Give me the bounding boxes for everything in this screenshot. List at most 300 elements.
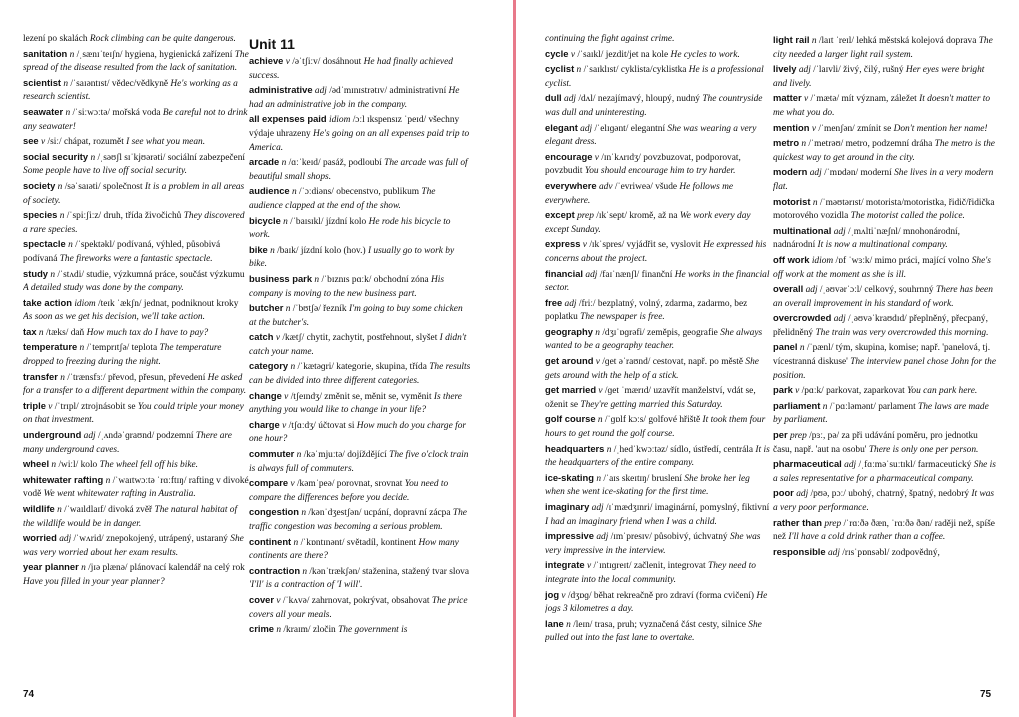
dictionary-entry xyxy=(249,535,471,564)
entry-example: You could triple your money on that investment. xyxy=(23,401,244,426)
dictionary-entry xyxy=(23,531,249,560)
entry-example: The motorist called the police. xyxy=(850,211,965,222)
entry-headword: off work xyxy=(773,253,810,265)
entry-headword: scientist xyxy=(23,76,62,88)
entry-pronunciation: /kætʃ/ xyxy=(282,333,305,344)
entry-pronunciation: /ɔːl ɪkspensɪz ˈpeɪd/ xyxy=(352,115,427,126)
entry-part-of-speech: adv xyxy=(598,181,613,192)
dictionary-entry xyxy=(249,476,471,505)
entry-translation: zahrnovat, pokrývat, obsahovat xyxy=(311,595,430,606)
entry-example: He follows me everywhere. xyxy=(545,181,734,206)
entry-pronunciation: /ˈbɪznɪs pɑːk/ xyxy=(321,274,372,285)
entry-headword: headquarters xyxy=(545,442,605,454)
entry-translation: ztrojnásobit se xyxy=(81,401,136,412)
entry-headword: integrate xyxy=(545,559,585,571)
entry-headword: transfer xyxy=(23,370,58,382)
entry-translation: obecenstvo, publikum xyxy=(336,187,420,198)
entry-part-of-speech: n xyxy=(69,49,75,60)
dictionary-entry xyxy=(249,301,471,330)
entry-headword: metro xyxy=(773,137,800,149)
entry-pronunciation: /ɒf ˈwɜːk/ xyxy=(835,255,873,266)
entry-example: The laws are made by parliament. xyxy=(773,401,989,426)
entry-pronunciation: /pʊə, pɔː/ xyxy=(810,489,846,500)
entry-example: He had finally achieved success. xyxy=(249,57,453,81)
entry-pronunciation: /tʃeɪndʒ/ xyxy=(290,391,322,402)
entry-part-of-speech: v xyxy=(795,386,800,397)
entry-example: He is a professional cyclist. xyxy=(545,65,764,89)
entry-pronunciation: /wiːl/ xyxy=(58,460,79,471)
dictionary-entry xyxy=(23,340,249,369)
entry-part-of-speech: v xyxy=(598,386,603,397)
entry-headword: parliament xyxy=(773,399,821,411)
entry-part-of-speech: v xyxy=(561,590,566,601)
entry-headword: ice-skating xyxy=(545,471,594,483)
entry-pronunciation: /ˈpænl/ xyxy=(806,343,834,354)
entry-example: He had an administrative job in the company. xyxy=(249,86,460,110)
entry-pronunciation: /ˌəʊvərˈɔːl/ xyxy=(819,285,863,296)
entry-headword: elegant xyxy=(545,121,578,133)
entry-example: It is now a multinational company. xyxy=(817,240,948,251)
entry-part-of-speech: n xyxy=(302,566,308,577)
dictionary-entry xyxy=(545,121,771,150)
entry-part-of-speech: n xyxy=(296,450,302,461)
entry-pronunciation: /ˈbaɪsɪkl/ xyxy=(290,216,324,227)
unit-heading: Unit 11 xyxy=(249,36,295,52)
entry-part-of-speech: prep xyxy=(789,431,807,442)
entry-example: Rock climbing can be quite dangerous. xyxy=(89,34,236,44)
entry-translation: teplota xyxy=(131,343,158,354)
entry-headword: imaginary xyxy=(545,501,590,512)
entry-pronunciation: /ˌsəʊʃl sɪˈkjʊərəti/ xyxy=(97,152,166,163)
entry-pronunciation: /ˌmʌltiˈnæʃnl/ xyxy=(848,226,901,237)
entry-example: He jogs 3 kilometres a day. xyxy=(545,590,768,615)
entry-pronunciation: /ˈmetrəʊ/ xyxy=(808,139,844,150)
entry-part-of-speech: n xyxy=(811,36,817,46)
entry-pronunciation: /ˌhedˈkwɔːtəz/ xyxy=(613,444,668,455)
entry-example: 'I'll' is a contraction of 'I will'. xyxy=(249,580,363,591)
entry-headword: study xyxy=(23,267,49,279)
entry-example: She always wanted to be a geography teacher. xyxy=(545,327,763,352)
entry-pronunciation: /ˌfɑːməˈsuːtɪkl/ xyxy=(858,460,916,471)
entry-part-of-speech: adj xyxy=(314,86,327,97)
entry-headword: bicycle xyxy=(249,214,281,226)
entry-example: The fireworks were a fantastic spectacle. xyxy=(59,253,213,264)
dictionary-entry xyxy=(545,237,771,266)
entry-example: They need to integrate into the local community. xyxy=(545,561,756,585)
entry-pronunciation: /jɪə plænə/ xyxy=(88,563,128,574)
entry-example: The results can be divided into three different categories. xyxy=(249,362,471,387)
entry-pronunciation: /ɪkˈsept/ xyxy=(596,211,627,222)
entry-part-of-speech: adj xyxy=(827,547,840,558)
entry-pronunciation: /ˈsaɪəntɪst/ xyxy=(70,78,110,89)
entry-headword: matter xyxy=(773,92,802,104)
entry-headword: poor xyxy=(773,487,794,499)
dictionary-entry xyxy=(249,54,471,83)
dictionary-entry xyxy=(23,457,249,473)
entry-headword: park xyxy=(773,384,793,396)
entry-headword: business park xyxy=(249,272,313,284)
entry-pronunciation: /ˈsaɪklɪst/ xyxy=(583,65,619,76)
entry-example: The temperature dropped to freezing during the night. xyxy=(23,343,222,368)
dictionary-entry xyxy=(773,33,999,62)
dictionary-entry xyxy=(773,165,999,194)
entry-translation: jízdní kolo (hov.) xyxy=(300,245,366,256)
dictionary-entry xyxy=(773,224,999,253)
entry-translation: zmínit se xyxy=(857,123,892,134)
entry-example: She was wearing a very elegant dress. xyxy=(545,123,757,148)
dictionary-entry xyxy=(545,383,771,412)
entry-headword: change xyxy=(249,389,282,401)
dictionary-entry xyxy=(23,134,249,150)
entry-headword: seawater xyxy=(23,105,64,117)
entry-part-of-speech: v xyxy=(594,152,599,163)
entry-headword: express xyxy=(545,238,581,250)
entry-part-of-speech: n xyxy=(65,107,71,118)
entry-headword: financial xyxy=(545,267,584,279)
entry-pronunciation: /ˈwʌrid/ xyxy=(73,534,104,545)
entry-translation: finanční xyxy=(641,269,673,280)
dictionary-entry xyxy=(23,428,249,457)
entry-headword: free xyxy=(545,296,563,308)
entry-headword: motorist xyxy=(773,195,811,207)
entry-example: His company is moving to the new business part. xyxy=(249,274,445,299)
entry-headword: get around xyxy=(545,355,594,367)
entry-part-of-speech: adj xyxy=(833,314,846,325)
entry-headword: arcade xyxy=(249,156,280,168)
entry-example: Is there anything you would like to change in your life? xyxy=(249,391,462,416)
dictionary-entry xyxy=(23,267,249,296)
entry-pronunciation: /friː/ xyxy=(578,298,596,309)
entry-pronunciation: /faɪˈnænʃl/ xyxy=(599,269,640,280)
dictionary-entry xyxy=(23,179,249,208)
entry-pronunciation: /ədˈmɪnɪstrətɪv/ xyxy=(329,86,388,97)
entry-headword: triple xyxy=(23,399,46,411)
entry-translation: tým, skupina, komise; např. 'panelová, tj. vícestranná diskuse' xyxy=(773,343,991,368)
entry-headword: overall xyxy=(773,283,804,295)
entry-example: There is only one per person. xyxy=(868,444,979,455)
entry-part-of-speech: n xyxy=(596,473,602,484)
entry-example: Don't mention her name! xyxy=(893,123,988,134)
entry-pronunciation: /səˈsaɪəti/ xyxy=(64,181,101,192)
entry-part-of-speech: adj xyxy=(580,123,593,134)
entry-pronunciation: /ˈevriweə/ xyxy=(614,181,653,192)
entry-pronunciation: /ˈspektəkl/ xyxy=(75,240,115,251)
entry-part-of-speech: v xyxy=(282,420,287,431)
entry-example: It took them four hours to get round the golf course. xyxy=(545,415,766,440)
entry-example: The countryside was dull and uninteresting. xyxy=(545,94,763,118)
entry-translation: zločin xyxy=(312,625,336,636)
entry-example: How many continents are there? xyxy=(249,537,459,562)
entry-headword: per xyxy=(773,429,788,441)
entry-example: She broke her leg when she went ice-skating for the first time. xyxy=(545,473,750,498)
entry-translation: cestovat, např. po městě xyxy=(652,357,744,368)
dictionary-entry xyxy=(545,91,771,120)
entry-translation: cyklista/cyklistka xyxy=(620,65,687,76)
entry-translation: chápat, rozumět xyxy=(63,137,124,148)
entry-example: They discovered a rare species. xyxy=(23,211,245,235)
entry-pronunciation: /ˈwaɪtwɔːtə ˈrɑːftɪŋ/ xyxy=(112,475,187,486)
entry-pronunciation: /ˌsænɪˈteɪʃn/ xyxy=(76,49,123,60)
entry-headword: social security xyxy=(23,150,89,162)
dictionary-entry xyxy=(773,282,999,311)
entry-headword: underground xyxy=(23,429,82,441)
entry-part-of-speech: n xyxy=(285,304,291,315)
entry-example: She was very worried about her exam results. xyxy=(23,534,244,558)
entry-translation: světadíl, kontinent xyxy=(346,537,417,548)
entry-part-of-speech: v xyxy=(586,561,592,572)
entry-headword: mention xyxy=(773,121,810,133)
entry-part-of-speech: n xyxy=(566,619,571,630)
entry-headword: multinational xyxy=(773,224,832,236)
entry-part-of-speech: v xyxy=(570,49,575,60)
dictionary-entry xyxy=(249,112,471,155)
entry-pronunciation: /ˈaɪs skeɪtɪŋ/ xyxy=(603,473,650,484)
entry-translation: mimo práci, mající volno xyxy=(874,255,970,266)
entry-part-of-speech: prep xyxy=(577,211,594,222)
entry-pronunciation: /ˈtemprɪtʃə/ xyxy=(86,343,130,354)
entry-translation: trasa, pruh; vyznačená část cesty, silnice xyxy=(594,619,746,630)
entry-translation: bruslení xyxy=(651,473,682,484)
entry-headword: geography xyxy=(545,325,593,337)
dictionary-entry xyxy=(249,505,471,534)
entry-translation: společnost xyxy=(102,181,143,192)
entry-headword: dull xyxy=(545,92,562,104)
dictionary-entry xyxy=(23,325,249,341)
entry-example: We work every day except Sunday. xyxy=(545,211,751,235)
entry-part-of-speech: v xyxy=(284,391,289,402)
entry-translation: běhat rekreačně pro zdraví (forma cvičení) xyxy=(593,590,754,601)
entry-headword: overcrowded xyxy=(773,312,832,324)
entry-translation: dojíždějící xyxy=(347,450,387,461)
entry-example: It is the headquarters of the entire company. xyxy=(545,444,770,469)
entry-example: He's working as a research scientist. xyxy=(23,78,238,103)
entry-pronunciation: /ˈməʊtərɪst/ xyxy=(819,197,864,208)
entry-headword: achieve xyxy=(249,55,284,66)
dictionary-entry xyxy=(773,516,999,545)
dictionary-entry xyxy=(23,105,249,134)
entry-translation: povzbuzovat, podporovat, povzbudit xyxy=(545,152,741,177)
entry-part-of-speech: n xyxy=(63,78,69,89)
entry-translation: raději než, spíše než xyxy=(773,518,995,543)
entry-example: The train was very overcrowded this morning. xyxy=(815,327,989,338)
entry-translation: přeplněný, přecpaný, přelidněný xyxy=(773,314,988,338)
entry-pronunciation: /ˈelɪɡənt/ xyxy=(594,123,629,134)
entry-part-of-speech: n xyxy=(57,505,62,515)
entry-translation: parlament xyxy=(878,401,916,412)
entry-headword: society xyxy=(23,179,56,191)
entry-translation: všude xyxy=(655,181,678,192)
entry-translation: účtovat si xyxy=(318,420,355,431)
entry-pronunciation: /ˈɪntɪɡreɪt/ xyxy=(593,561,632,572)
entry-headword: everywhere xyxy=(545,179,597,191)
entry-translation: daň xyxy=(70,327,85,338)
entry-part-of-speech: n xyxy=(293,537,299,548)
entry-example: There has been an overall improvement in his standard of work. xyxy=(773,285,993,309)
entry-example: The traffic congestion was becoming a serious problem. xyxy=(249,508,467,532)
entry-translation: dosáhnout xyxy=(322,57,362,67)
entry-part-of-speech: n xyxy=(79,343,85,354)
entry-part-of-speech: n xyxy=(60,372,65,383)
entry-example: She lives in a very modern flat. xyxy=(773,168,994,192)
entry-example: I usually go to work by bike. xyxy=(249,245,455,270)
entry-headword: modern xyxy=(773,166,808,178)
entry-pronunciation: /tæks/ xyxy=(45,327,69,338)
entry-headword: sanitation xyxy=(23,47,68,59)
entry-example: How much do you charge for one hour? xyxy=(249,420,467,445)
entry-translation: sídlo, ústředí, centrála xyxy=(670,444,754,455)
entry-headword: light rail xyxy=(773,34,810,45)
dictionary-entry xyxy=(545,558,771,587)
entry-headword: impressive xyxy=(545,530,594,542)
entry-example: The metro is the quickest way to get around in the city. xyxy=(773,139,995,163)
dictionary-entry xyxy=(23,47,249,76)
entry-headword: year planner xyxy=(23,561,79,573)
dictionary-entry xyxy=(249,330,471,359)
entry-pronunciation: /ˈsiːwɔːtə/ xyxy=(72,107,111,118)
entry-part-of-speech: adj xyxy=(596,532,609,543)
entry-headword: catch xyxy=(249,331,274,343)
entry-pronunciation: /ɪmˈpresɪv/ xyxy=(610,532,652,543)
entry-example: The city needed a larger light rail system. xyxy=(773,36,993,60)
dictionary-entry xyxy=(545,471,771,500)
entry-translation: zodpovědný, xyxy=(891,547,940,558)
dictionary-entry xyxy=(773,457,999,486)
entry-pronunciation: /dʌl/ xyxy=(578,94,596,105)
dictionary-entry xyxy=(773,91,999,120)
entry-part-of-speech: n xyxy=(81,563,86,574)
entry-part-of-speech: n xyxy=(283,216,288,227)
entry-example: You need to compare the differences before you decide. xyxy=(249,479,449,503)
dictionary-entry xyxy=(545,47,771,63)
entry-headword: wildlife xyxy=(23,503,55,514)
entry-pronunciation: /pɜː, pə/ xyxy=(809,431,840,442)
entry-translation: podívaná, výhled, působivá podívaná xyxy=(23,240,221,264)
column-2 xyxy=(249,33,471,683)
entry-translation: pasáž, podloubí xyxy=(322,158,382,169)
dictionary-entry xyxy=(773,486,999,515)
entry-example: The natural habitat of the wildlife would be in danger. xyxy=(23,505,238,529)
entry-part-of-speech: v xyxy=(804,94,809,105)
dictionary-entry xyxy=(545,325,771,354)
entry-translation: uzavřít manželství, vdát se, oženit se xyxy=(545,386,756,410)
entry-pronunciation: /teɪk ˈækʃn/ xyxy=(98,298,142,309)
entry-translation: vědec/vědkyně xyxy=(111,78,169,89)
entry-headword: all expenses paid xyxy=(249,113,327,125)
dictionary-entry xyxy=(773,253,999,282)
entry-translation: golfové hřiště xyxy=(648,415,701,426)
entry-part-of-speech: n xyxy=(50,269,56,280)
dictionary-entry xyxy=(545,354,771,383)
entry-pronunciation: /kraɪm/ xyxy=(283,625,311,636)
entry-translation: druh, třída živočichů xyxy=(103,211,182,222)
entry-headword: golf course xyxy=(545,413,596,425)
entry-part-of-speech: v xyxy=(41,137,46,148)
dictionary-entry xyxy=(23,399,249,428)
entry-pronunciation: /ˈlaɪvli/ xyxy=(813,65,841,76)
dictionary-entry xyxy=(773,311,999,340)
dictionary-entry xyxy=(23,502,249,531)
dictionary-entry xyxy=(249,83,471,112)
entry-part-of-speech: v xyxy=(595,357,600,368)
entry-part-of-speech: n xyxy=(290,362,296,373)
entry-example: He asked for a transfer to a different department within the company. xyxy=(23,372,247,397)
dictionary-entry xyxy=(545,150,771,179)
entry-translation: kategorie, skupina, třída xyxy=(336,362,427,373)
entry-pronunciation: /ɡet ˈmærɪd/ xyxy=(604,386,652,397)
entry-headword: rather than xyxy=(773,516,822,528)
dictionary-entry xyxy=(249,593,471,622)
entry-pronunciation: /ɑːˈkeɪd/ xyxy=(288,158,321,169)
dictionary-entry xyxy=(545,529,771,558)
entry-headword: category xyxy=(249,360,289,372)
entry-part-of-speech: v xyxy=(276,595,281,606)
entry-example: She's off work at the moment as she is ill. xyxy=(773,255,991,280)
entry-translation: podzemní xyxy=(156,431,194,442)
entry-translation: administrativní xyxy=(389,86,447,97)
entry-example: You should encourage him to try harder. xyxy=(584,166,736,177)
entry-headword: cover xyxy=(249,593,275,605)
entry-translation: zeměpis, geografie xyxy=(647,327,718,338)
entry-example: A detailed study was done by the company. xyxy=(23,283,184,294)
dictionary-entry xyxy=(249,564,471,593)
dictionary-entry xyxy=(545,179,771,208)
entry-translation: lezení po skalách xyxy=(23,34,88,44)
entry-part-of-speech: adj xyxy=(805,285,818,296)
entry-pronunciation: /ˈtrænsfɜː/ xyxy=(67,372,106,383)
entry-headword: bike xyxy=(249,243,268,255)
entry-pronunciation: /rɪsˈpɒnsəbl/ xyxy=(842,547,890,558)
entry-part-of-speech: n xyxy=(90,152,96,163)
entry-pronunciation: /ˈmætə/ xyxy=(810,94,840,105)
entry-headword: lane xyxy=(545,617,564,629)
entry-example: The arcade was full of beautiful small shops. xyxy=(249,158,468,182)
entry-part-of-speech: n xyxy=(597,415,603,426)
entry-example: They're getting married this Saturday. xyxy=(580,399,723,410)
entry-example: He expressed his concerns about the project. xyxy=(545,240,767,264)
entry-part-of-speech: idiom xyxy=(329,115,351,126)
dictionary-entry xyxy=(773,136,999,165)
entry-example: He rode his bicycle to work. xyxy=(249,216,451,241)
entry-pronunciation: /ˈmenʃən/ xyxy=(818,123,855,134)
entry-pronunciation: /ɪnˈkʌrɪdʒ/ xyxy=(601,152,641,163)
dictionary-entry xyxy=(249,418,471,447)
entry-headword: contraction xyxy=(249,564,301,576)
entry-translation: porovnat, srovnat xyxy=(336,479,403,490)
page-number-right: 75 xyxy=(980,689,992,700)
entry-headword: tax xyxy=(23,325,37,337)
column-3 xyxy=(545,33,771,683)
entry-part-of-speech: adj xyxy=(564,298,577,309)
entry-headword: commuter xyxy=(249,448,295,460)
dictionary-entry xyxy=(773,62,999,91)
entry-translation: lehká městská kolejová doprava xyxy=(856,36,977,46)
entry-part-of-speech: n xyxy=(57,181,63,192)
dictionary-entry xyxy=(249,243,471,272)
entry-pronunciation: /baɪk/ xyxy=(277,245,299,256)
entry-part-of-speech: n xyxy=(51,460,57,471)
dictionary-entry xyxy=(23,473,249,502)
entry-part-of-speech: v xyxy=(582,240,587,251)
entry-part-of-speech: n xyxy=(276,625,282,636)
dictionary-entry xyxy=(23,76,249,105)
entry-headword: jog xyxy=(545,588,560,600)
entry-translation: chytit, zachytit, postřehnout, slyšet xyxy=(306,333,438,344)
dictionary-entry xyxy=(545,208,771,237)
entry-part-of-speech: n xyxy=(812,197,818,208)
entry-translation: řezník xyxy=(323,304,347,315)
page-seam xyxy=(513,0,516,717)
dictionary-entry xyxy=(773,340,999,383)
